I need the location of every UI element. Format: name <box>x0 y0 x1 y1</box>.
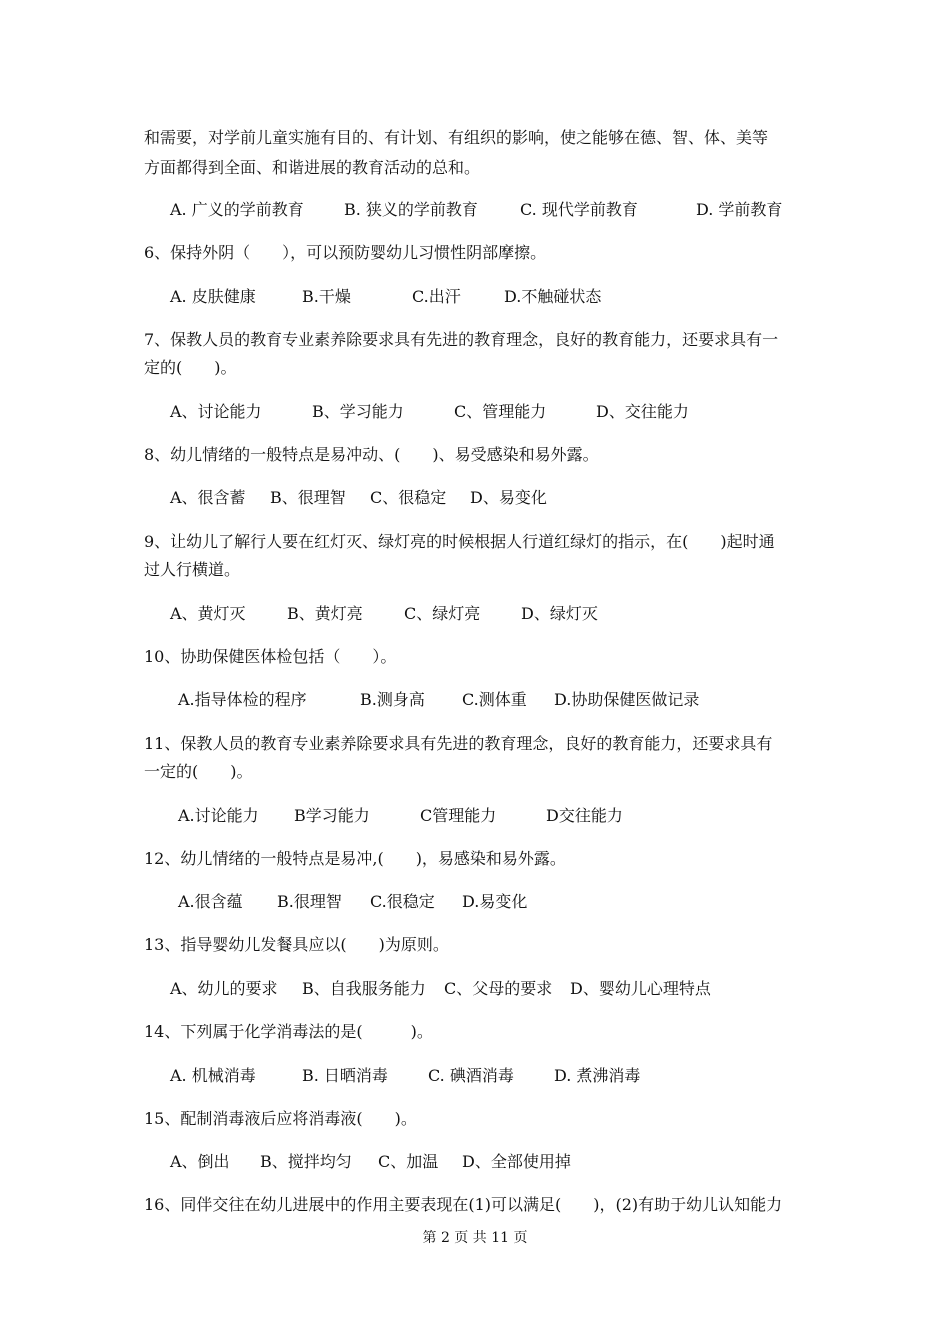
option-d: D. 煮沸消毒 <box>554 1066 641 1085</box>
option-b: B.干燥 <box>302 287 351 306</box>
option-b: B.测身高 <box>360 690 425 709</box>
option-d: D.协助保健医做记录 <box>554 690 700 709</box>
option-d: D. 学前教育 <box>696 200 783 219</box>
option-d: D、绿灯灭 <box>521 604 598 623</box>
option-b: B、黄灯亮 <box>287 604 363 623</box>
option-b: B学习能力 <box>294 806 370 825</box>
option-b: B、学习能力 <box>312 402 404 421</box>
option-b: B.很理智 <box>277 892 342 911</box>
page-number: 第 2 页 共 11 页 <box>422 1230 528 1246</box>
option-d: D、交往能力 <box>596 402 689 421</box>
question-8: 8、幼儿情绪的一般特点是易冲动、( )、易受感染和易外露。 <box>144 445 599 464</box>
question-15: 15、配制消毒液后应将消毒液( )。 <box>144 1109 417 1128</box>
option-b: B. 狭义的学前教育 <box>344 200 478 219</box>
option-c: C.出汗 <box>412 287 461 306</box>
option-a: A、幼儿的要求 <box>170 979 278 998</box>
option-c: C、父母的要求 <box>444 979 553 998</box>
option-a: A. 机械消毒 <box>170 1066 256 1085</box>
question-9-cont: 过人行横道。 <box>144 560 241 579</box>
option-a: A、倒出 <box>170 1152 230 1171</box>
option-a: A. 皮肤健康 <box>170 287 256 306</box>
option-a: A、讨论能力 <box>170 402 262 421</box>
question-11-cont: 一定的( )。 <box>144 762 253 781</box>
option-a: A、黄灯灭 <box>170 604 246 623</box>
option-c: C、很稳定 <box>370 488 447 507</box>
option-a: A.讨论能力 <box>178 806 259 825</box>
option-a: A、很含蓄 <box>170 488 246 507</box>
question-16: 16、同伴交往在幼儿进展中的作用主要表现在(1)可以满足( )，(2)有助于幼儿认知能力 <box>144 1195 783 1214</box>
option-c: C. 碘酒消毒 <box>428 1066 514 1085</box>
option-d: D、易变化 <box>470 488 547 507</box>
option-a: A.指导体检的程序 <box>178 690 307 709</box>
option-b: B、搅拌均匀 <box>260 1152 352 1171</box>
option-b: B、自我服务能力 <box>302 979 426 998</box>
question-10: 10、协助保健医体检包括（ ）。 <box>144 647 397 666</box>
option-d: D.不触碰状态 <box>504 287 602 306</box>
option-c: C、绿灯亮 <box>404 604 481 623</box>
option-c: C管理能力 <box>420 806 497 825</box>
question-14: 14、下列属于化学消毒法的是( )。 <box>144 1022 433 1041</box>
option-c: C. 现代学前教育 <box>520 200 638 219</box>
question-7: 7、保教人员的教育专业素养除要求具有先进的教育理念，良好的教育能力，还要求具有一 <box>144 330 779 349</box>
option-a: A. 广义的学前教育 <box>170 200 304 219</box>
option-d: D、全部使用掉 <box>462 1152 571 1171</box>
question-11: 11、保教人员的教育专业素养除要求具有先进的教育理念，良好的教育能力，还要求具有 <box>144 734 773 753</box>
option-c: C、管理能力 <box>454 402 547 421</box>
question-7-cont: 定的( )。 <box>144 358 237 377</box>
paragraph-line: 和需要，对学前儿童实施有目的、有计划、有组织的影响，使之能够在德、智、体、美等 <box>144 128 769 147</box>
option-b: B、很理智 <box>270 488 346 507</box>
option-c: C.测体重 <box>462 690 527 709</box>
question-12: 12、幼儿情绪的一般特点是易冲,( )，易感染和易外露。 <box>144 849 566 868</box>
option-c: C.很稳定 <box>370 892 435 911</box>
option-d: D、婴幼儿心理特点 <box>570 979 711 998</box>
option-d: D.易变化 <box>462 892 528 911</box>
option-d: D交往能力 <box>546 806 623 825</box>
question-6: 6、保持外阴（ ），可以预防婴幼儿习惯性阴部摩擦。 <box>144 243 547 262</box>
option-a: A.很含蕴 <box>178 892 243 911</box>
option-c: C、加温 <box>378 1152 439 1171</box>
paragraph-line: 方面都得到全面、和谐进展的教育活动的总和。 <box>144 158 481 177</box>
question-9: 9、让幼儿了解行人要在红灯灭、绿灯亮的时候根据人行道红绿灯的指示，在( )起时通 <box>144 532 775 551</box>
question-13: 13、指导婴幼儿发餐具应以( )为原则。 <box>144 935 449 954</box>
option-b: B. 日晒消毒 <box>302 1066 388 1085</box>
